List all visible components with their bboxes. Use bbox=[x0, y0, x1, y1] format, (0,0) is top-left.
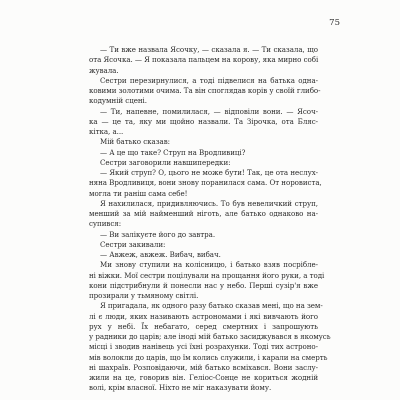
text-line: Ми знову ступили на колісницю, і батько взяв посрібле- bbox=[100, 260, 318, 270]
text-line: Я нахилилася, придивляючись. То був невеличкий струп, bbox=[100, 198, 318, 208]
text-line: — А це що таке? Струп на Вродливиці? bbox=[100, 147, 246, 157]
text-line: Сестри закивали: bbox=[100, 239, 166, 249]
text-line: рух у небі. Їх небагато, серед смертних і запрошують bbox=[89, 321, 318, 331]
text-line: Я пригадала, як одного разу батько сказав мені, що на зем- bbox=[100, 301, 323, 311]
text-line: лі є люди, яких називають астрономами і які вивчають його bbox=[89, 311, 318, 321]
text-line: ота Ясочка. — Я показала пальцем на корову, яка мирно собі bbox=[89, 55, 319, 65]
text-line: кітка, а... bbox=[89, 127, 124, 136]
text-line: ні шахраїв. Розповідаючи, мій батько всміхався. Вони заслу- bbox=[89, 362, 318, 372]
text-line: волі, крім власної. Ніхто не міг наказувати йому. bbox=[89, 383, 272, 393]
text-line: ковими золотими очима. Та він споглядав корів у своїй глибо- bbox=[89, 86, 321, 95]
text-line: — Ти, напевне, помилилася, — відповіли вони. — Ясоч- bbox=[100, 106, 318, 116]
text-line: прозирали у тьмяному світлі. bbox=[89, 291, 199, 300]
page-body-text bbox=[89, 45, 331, 394]
text-line: кони підстрибнули й понесли нас у небо. Перші сузір'я вже bbox=[89, 280, 318, 290]
text-line: у радники до царів; але іноді мій батько засиджувався в якомусь bbox=[89, 332, 331, 341]
text-line: Мій батько сказав: bbox=[100, 137, 170, 147]
text-line: жили на це, говорив він. Геліос-Сонце не кориться жодній bbox=[89, 373, 318, 382]
text-line: мів волокли до царів, що їм колись служили, і карали на смерть bbox=[89, 352, 328, 362]
text-line: — Авжеж, авжеж. Вибач, вибач. bbox=[100, 250, 221, 259]
text-line: Сестри перезирнулися, а тоді підвелися на батька одна- bbox=[100, 75, 318, 85]
text-line: ні віжки. Мої сестри поцілували на прощання його руки, а тоді bbox=[89, 270, 325, 280]
text-line: могла ти раніш сама себе! bbox=[89, 188, 188, 198]
text-line: жувала. bbox=[89, 65, 119, 75]
text-line: Сестри заговорили навшипередки: bbox=[100, 157, 231, 167]
text-line: супився: bbox=[89, 219, 122, 229]
text-line: — Ви залікуєте його до завтра. bbox=[100, 229, 216, 239]
page-number: 75 bbox=[329, 18, 340, 28]
text-line: кодумній сцені. bbox=[89, 96, 147, 106]
text-line: няна Вродливиця, вони знову поранилася сама. От норовиста, bbox=[89, 178, 322, 188]
text-line: ка — це та, яку ми щойно назвали. Та Зірочка, ота Бляс- bbox=[89, 116, 318, 126]
text-line: — Ти вже назвала Ясочку, — сказала я. — Ти сказала, що bbox=[100, 45, 318, 54]
text-line: місці і зводив нанівець усі їхні розрахунки. Тоді тих астроно- bbox=[89, 342, 318, 352]
text-line: — Який струп? О, цього не може бути! Так, це ота неслух- bbox=[100, 168, 318, 177]
text-line: менший за мій найменший ніготь, але батько однаково на- bbox=[89, 209, 318, 218]
